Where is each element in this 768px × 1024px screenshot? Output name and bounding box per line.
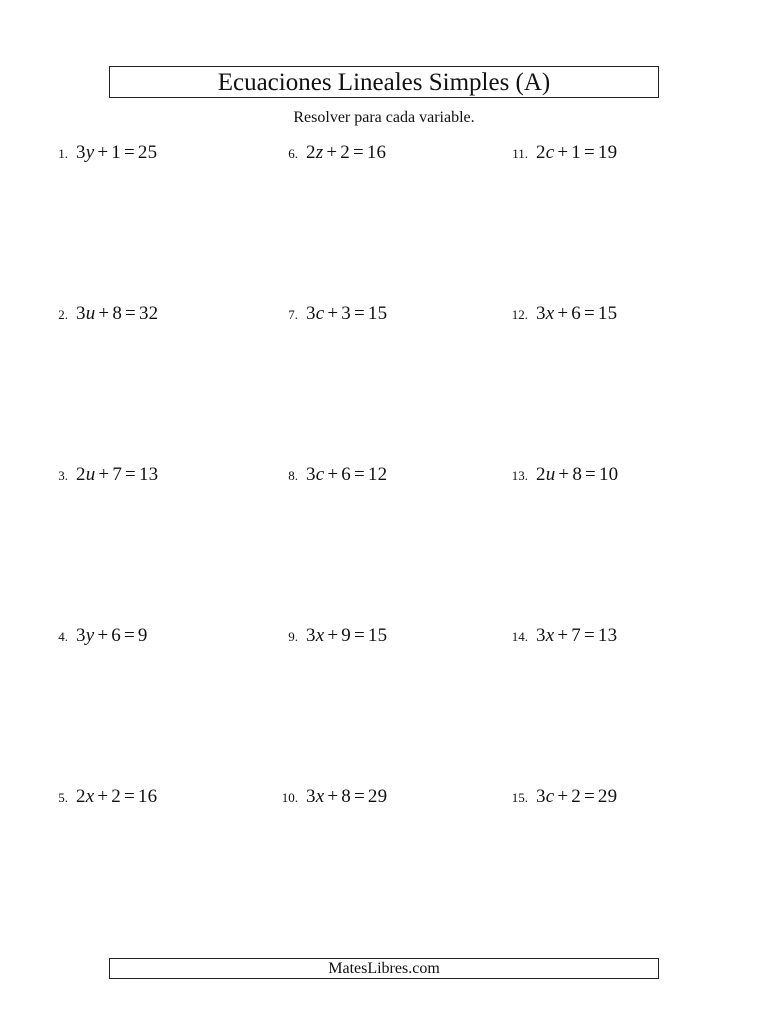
equals-sign: = xyxy=(583,625,595,646)
right-hand-side: 15 xyxy=(367,625,388,646)
problem-item xyxy=(500,464,618,486)
footer xyxy=(109,958,659,979)
equals-sign: = xyxy=(125,303,136,324)
right-hand-side: 10 xyxy=(598,464,619,485)
equation xyxy=(306,786,387,808)
right-hand-side: 13 xyxy=(597,625,618,646)
plus-sign: + xyxy=(557,303,569,324)
problem-item xyxy=(500,303,617,325)
variable: u xyxy=(85,464,96,485)
variable: u xyxy=(545,464,556,485)
constant: 1 xyxy=(571,142,581,163)
equals-sign: = xyxy=(585,464,596,485)
problem-item xyxy=(40,786,157,808)
right-hand-side: 32 xyxy=(138,303,159,324)
problem-number: 2. xyxy=(58,307,68,322)
variable: y xyxy=(85,625,95,646)
equals-sign: = xyxy=(583,786,595,807)
equals-sign: = xyxy=(123,786,135,807)
right-hand-side: 25 xyxy=(137,142,158,163)
right-hand-side: 9 xyxy=(137,625,148,646)
coefficient: 3 xyxy=(76,625,86,646)
coefficient: 3 xyxy=(306,464,316,485)
plus-sign: + xyxy=(98,464,110,485)
coefficient: 3 xyxy=(306,625,316,646)
plus-sign: + xyxy=(98,303,110,324)
equation xyxy=(76,786,157,808)
problem-item xyxy=(270,303,387,325)
constant: 6 xyxy=(111,625,121,646)
variable: x xyxy=(545,625,555,646)
right-hand-side: 15 xyxy=(367,303,388,324)
equals-sign: = xyxy=(125,464,136,485)
equation xyxy=(306,625,387,647)
variable: c xyxy=(545,142,555,163)
equals-sign: = xyxy=(123,625,135,646)
instruction-text: Resolver para cada variable. xyxy=(293,109,475,126)
coefficient: 3 xyxy=(536,625,546,646)
problem-number: 6. xyxy=(288,146,298,161)
problem-item xyxy=(500,142,617,164)
constant: 8 xyxy=(112,303,123,324)
variable: c xyxy=(545,786,555,807)
plus-sign: + xyxy=(97,786,109,807)
constant: 8 xyxy=(341,786,351,807)
equation xyxy=(306,464,387,486)
right-hand-side: 16 xyxy=(137,786,158,807)
equation xyxy=(536,464,618,486)
equals-sign: = xyxy=(353,786,365,807)
coefficient: 3 xyxy=(306,303,316,324)
equals-sign: = xyxy=(583,303,595,324)
right-hand-side: 12 xyxy=(367,464,388,485)
problem-item xyxy=(270,625,387,647)
plus-sign: + xyxy=(327,464,339,485)
problem-number: 12. xyxy=(511,307,528,322)
coefficient: 2 xyxy=(76,786,86,807)
constant: 8 xyxy=(572,464,583,485)
worksheet-title-text: Ecuaciones Lineales Simples (A) xyxy=(217,68,551,96)
problem-number: 11. xyxy=(512,146,528,161)
problem-number: 4. xyxy=(58,629,68,644)
constant: 2 xyxy=(111,786,121,807)
problem-number: 13. xyxy=(511,468,528,483)
problem-number: 7. xyxy=(288,307,298,322)
footer-text: MatesLibres.com xyxy=(328,959,440,977)
equation xyxy=(306,303,387,325)
constant: 6 xyxy=(571,303,581,324)
constant: 2 xyxy=(340,142,350,163)
problem-number: 1. xyxy=(58,146,68,161)
constant: 7 xyxy=(571,625,581,646)
equation xyxy=(76,142,157,164)
problem-number: 14. xyxy=(511,629,528,644)
right-hand-side: 15 xyxy=(597,303,618,324)
equals-sign: = xyxy=(353,303,365,324)
variable: y xyxy=(85,142,95,163)
problem-number: 5. xyxy=(58,790,68,805)
coefficient: 3 xyxy=(536,786,546,807)
right-hand-side: 13 xyxy=(138,464,159,485)
equals-sign: = xyxy=(123,142,135,163)
worksheet-title xyxy=(109,66,659,98)
problem-item xyxy=(40,142,157,164)
equation xyxy=(76,464,158,486)
problem-number: 10. xyxy=(281,790,298,805)
problem-item xyxy=(40,464,158,486)
problem-item xyxy=(270,786,387,808)
constant: 2 xyxy=(571,786,581,807)
equation xyxy=(306,142,386,164)
constant: 3 xyxy=(341,303,351,324)
equation xyxy=(76,625,148,647)
right-hand-side: 16 xyxy=(366,142,387,163)
plus-sign: + xyxy=(327,625,339,646)
variable: x xyxy=(85,786,95,807)
constant: 9 xyxy=(341,625,351,646)
right-hand-side: 19 xyxy=(597,142,618,163)
problem-item xyxy=(40,303,158,325)
variable: c xyxy=(315,303,325,324)
coefficient: 2 xyxy=(306,142,316,163)
variable: x xyxy=(315,625,325,646)
coefficient: 3 xyxy=(536,303,546,324)
plus-sign: + xyxy=(327,303,339,324)
constant: 6 xyxy=(341,464,351,485)
plus-sign: + xyxy=(326,142,338,163)
coefficient: 2 xyxy=(536,464,546,485)
equals-sign: = xyxy=(353,625,365,646)
variable: c xyxy=(315,464,325,485)
equation xyxy=(76,303,158,325)
constant: 1 xyxy=(111,142,121,163)
problem-number: 8. xyxy=(288,468,298,483)
variable: u xyxy=(85,303,96,324)
constant: 7 xyxy=(112,464,123,485)
problem-item xyxy=(40,625,148,647)
coefficient: 3 xyxy=(76,303,86,324)
plus-sign: + xyxy=(97,625,109,646)
equals-sign: = xyxy=(583,142,595,163)
plus-sign: + xyxy=(327,786,339,807)
equation xyxy=(536,625,617,647)
problem-number: 3. xyxy=(58,468,68,483)
right-hand-side: 29 xyxy=(367,786,388,807)
plus-sign: + xyxy=(557,786,569,807)
equation xyxy=(536,142,617,164)
coefficient: 3 xyxy=(306,786,316,807)
plus-sign: + xyxy=(557,142,569,163)
variable: x xyxy=(315,786,325,807)
problem-item xyxy=(500,786,617,808)
problem-item xyxy=(500,625,617,647)
coefficient: 2 xyxy=(536,142,546,163)
equation xyxy=(536,786,617,808)
problem-number: 9. xyxy=(288,629,298,644)
right-hand-side: 29 xyxy=(597,786,618,807)
equation xyxy=(536,303,617,325)
equals-sign: = xyxy=(352,142,364,163)
variable: x xyxy=(545,303,555,324)
equals-sign: = xyxy=(353,464,365,485)
problem-number: 15. xyxy=(511,790,528,805)
plus-sign: + xyxy=(557,625,569,646)
coefficient: 2 xyxy=(76,464,86,485)
coefficient: 3 xyxy=(76,142,86,163)
problem-item xyxy=(270,464,387,486)
plus-sign: + xyxy=(558,464,570,485)
plus-sign: + xyxy=(97,142,109,163)
problem-item xyxy=(270,142,386,164)
variable: z xyxy=(315,142,324,163)
